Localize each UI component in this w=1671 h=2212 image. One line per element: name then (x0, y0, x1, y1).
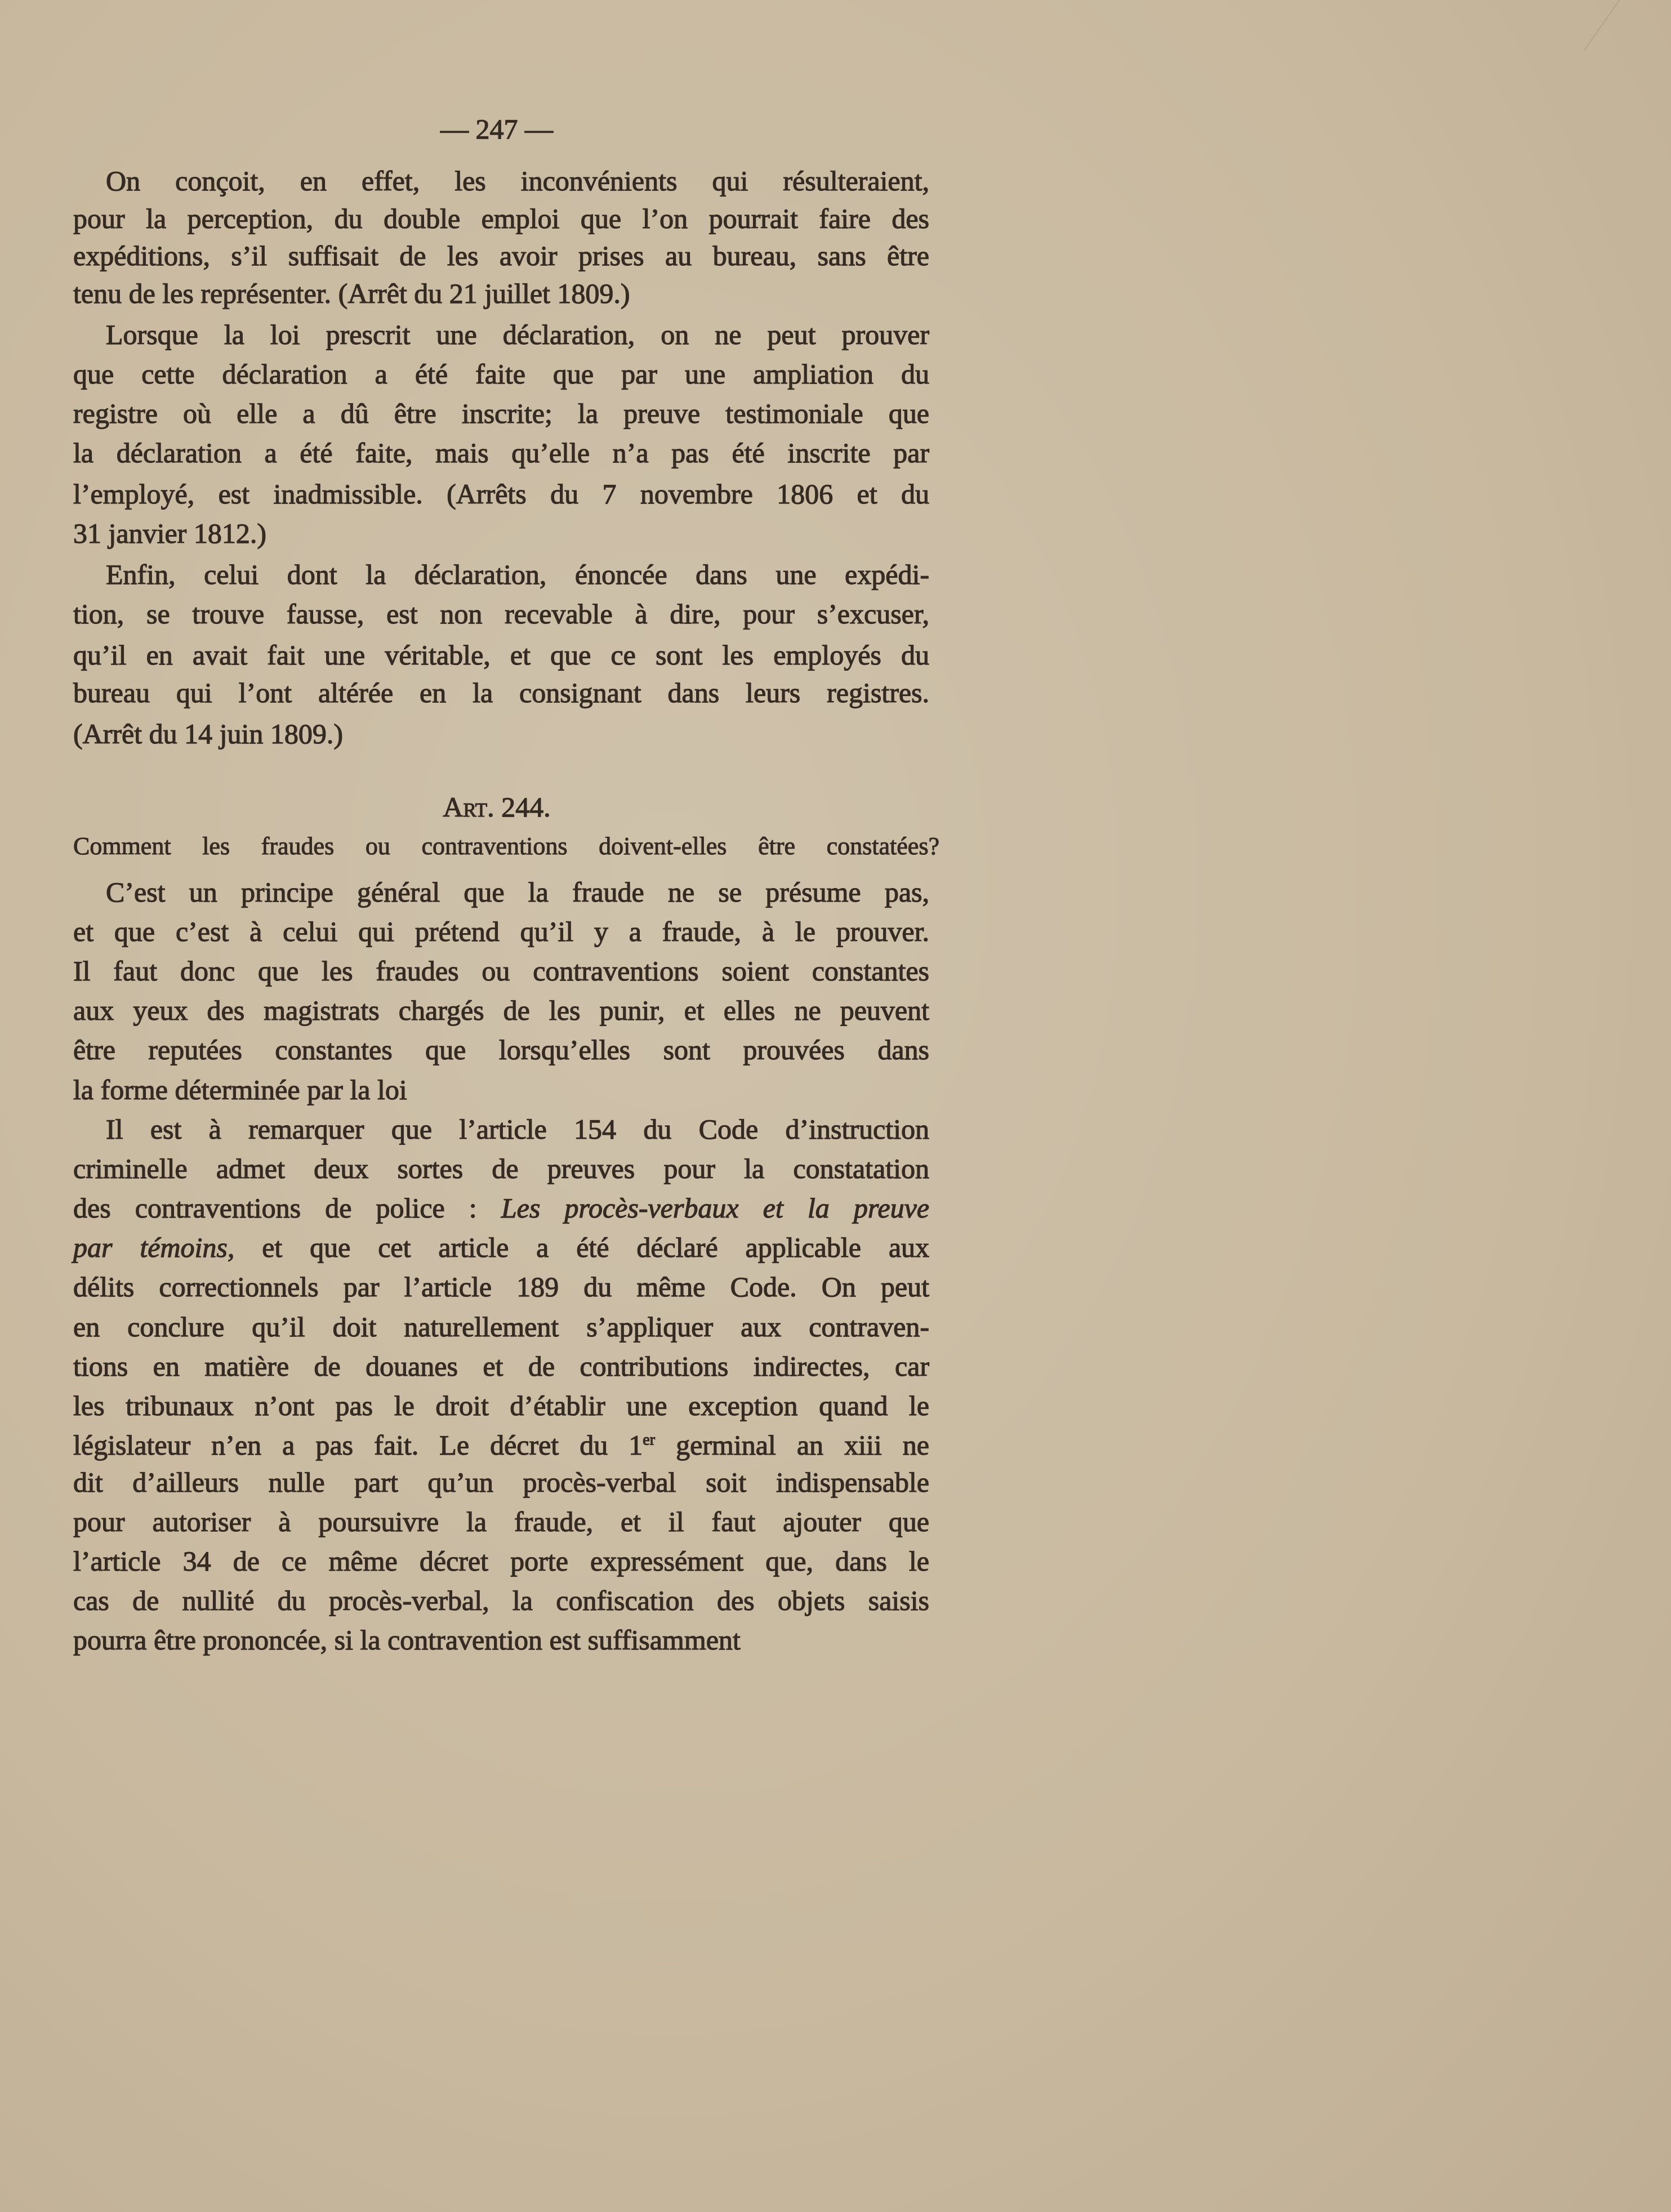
text-segment: des contraventions de police : (73, 1192, 501, 1224)
superscript-text: er (643, 1431, 656, 1449)
text-line: (Arrêt du 14 juin 1809.) (73, 718, 344, 750)
text-line: registre où elle a dû être inscrite; la preuve testimoniale que (73, 398, 929, 429)
text-line: et que c’est à celui qui prétend qu’il y a fraude, à le prouver. (73, 916, 929, 947)
text-line: en conclure qu’il doit naturellement s’appliquer aux contraven- (73, 1311, 929, 1343)
text-line: la déclaration a été faite, mais qu’elle n’a pas été inscrite par (73, 437, 929, 469)
text-line: 31 janvier 1812.) (73, 518, 266, 549)
page-number: — 247 — (440, 113, 553, 145)
text-line: l’article 34 de ce même décret porte expressément que, dans le (73, 1545, 929, 1577)
article-heading: Art. 244. (443, 791, 551, 823)
article-question: Comment les fraudes ou contraventions doivent-elles être constatées? (73, 832, 939, 860)
italic-text: par témoins, (73, 1232, 235, 1263)
text-line: la forme déterminée par la loi (73, 1074, 407, 1105)
text-line: dit d’ailleurs nulle part qu’un procès-verbal soit indispensable (73, 1466, 929, 1498)
text-line: pour la perception, du double emploi que l’on pourrait faire des (73, 203, 929, 234)
text-line: Il est à remarquer que l’article 154 du Code d’instruction (106, 1113, 929, 1145)
text-line: Lorsque la loi prescrit une déclaration, on ne peut prouver (106, 319, 929, 350)
text-line: l’employé, est inadmissible. (Arrêts du 7 novembre 1806 et du (73, 478, 929, 510)
text-line: les tribunaux n’ont pas le droit d’établir une exception quand le (73, 1390, 929, 1421)
text-line: tenu de les représenter. (Arrêt du 21 juillet 1809.) (73, 278, 630, 309)
text-line: tions en matière de douanes et de contributions indirectes, car (73, 1350, 929, 1382)
text-line: bureau qui l’ont altérée en la consignant dans leurs registres. (73, 677, 929, 708)
text-line: qu’il en avait fait une véritable, et que ce sont les employés du (73, 639, 929, 671)
text-line: expéditions, s’il suffisait de les avoir prises au bureau, sans être (73, 240, 929, 271)
text-line (73, 1191, 929, 1225)
page-fold-mark (1583, 0, 1671, 51)
text-line: aux yeux des magistrats chargés de les punir, et elles ne peuvent (73, 994, 929, 1026)
text-line: que cette déclaration a été faite que par une ampliation du (73, 358, 929, 390)
text-line: pourra être prononcée, si la contravention est suffisamment (73, 1624, 741, 1656)
text-line: cas de nullité du procès-verbal, la confiscation des objets saisis (73, 1585, 929, 1616)
text-line: On conçoit, en effet, les inconvénients qui résulteraient, (106, 165, 929, 197)
text-line: délits correctionnels par l’article 189 du même Code. On peut (73, 1271, 929, 1303)
text-segment: germinal an xiii ne (655, 1429, 929, 1461)
text-segment: et que cet article a été déclaré applicable aux (234, 1232, 930, 1263)
text-line (73, 1428, 929, 1462)
text-line: pour autoriser à poursuivre la fraude, et il faut ajouter que (73, 1506, 929, 1537)
text-line: C’est un principe général que la fraude ne se présume pas, (106, 876, 929, 908)
text-line (73, 1230, 929, 1264)
italic-text: Les procès-verbaux et la preuve (501, 1192, 929, 1224)
text-line: Enfin, celui dont la déclaration, énoncée dans une expédi- (106, 559, 929, 590)
text-line: être reputées constantes que lorsqu’elles sont prouvées dans (73, 1034, 929, 1065)
text-line: criminelle admet deux sortes de preuves pour la constatation (73, 1153, 929, 1184)
text-segment: législateur n’en a pas fait. Le décret du 1 (73, 1429, 643, 1461)
text-line: tion, se trouve fausse, est non recevable à dire, pour s’excuser, (73, 598, 929, 630)
text-line: Il faut donc que les fraudes ou contraventions soient constantes (73, 955, 929, 987)
